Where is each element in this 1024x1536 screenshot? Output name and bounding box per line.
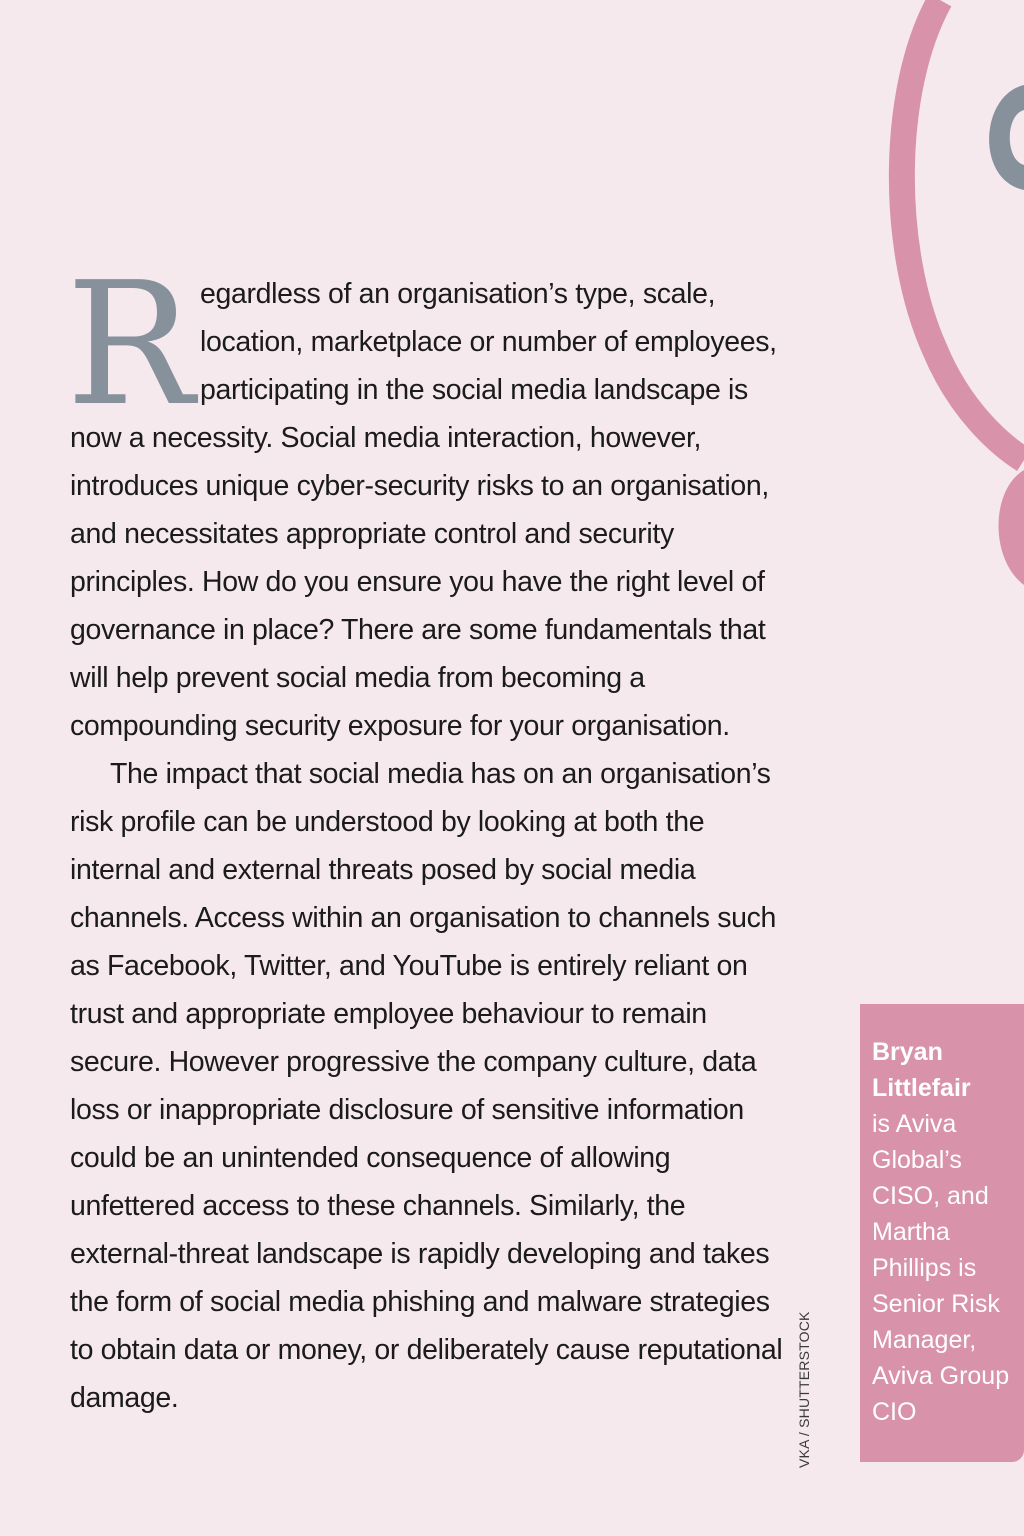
photo-credit: VKA / SHUTTERSTOCK (796, 1311, 812, 1468)
article-paragraph-1 (66, 246, 800, 750)
pink-circle-segment (999, 470, 1024, 585)
author-bio-text: is Aviva Global’s CISO, and Martha Phillips is Senior Risk Manager, Aviva Group CIO (872, 1110, 1010, 1426)
author-bio-box (860, 1004, 1024, 1462)
drop-cap: R (66, 246, 194, 444)
article-paragraph-2: The impact that social media has on an organisation’s risk profile can be understood by looking at both the internal and external threats posed by social media channels. Access within an organisation to channels such as Facebook, Twitter, and YouTube is entirely reliant on trust and appropriate employee behaviour to remain secure. However progressive the company culture, data loss or inappropriate disclosure of sensitive information could be an unintended consequence of allowing unfettered access to these channels. Similarly, the external-threat landscape is rapidly developing and takes the form of social media phishing and malware strategies to obtain data or money, or deliberately cause reputational damage. (70, 758, 783, 1414)
paragraph-1-text: egardless of an organisation’s type, scale, location, marketplace or number of employees, participating in the social media landscape is now a necessity. Social media interaction, however, introduces unique cyber-security risks to an organisation, and necessitates appropriate control and security principles. How do you ensure you have the right level of governance in place? There are some fundamentals that will help prevent social media from becoming a compounding security exposure for your organisation. (70, 278, 777, 742)
article-body (66, 246, 800, 1422)
pink-arc (902, 0, 1024, 460)
grey-circle-segment (989, 85, 1024, 190)
author-name: Bryan Littlefair (872, 1038, 971, 1102)
